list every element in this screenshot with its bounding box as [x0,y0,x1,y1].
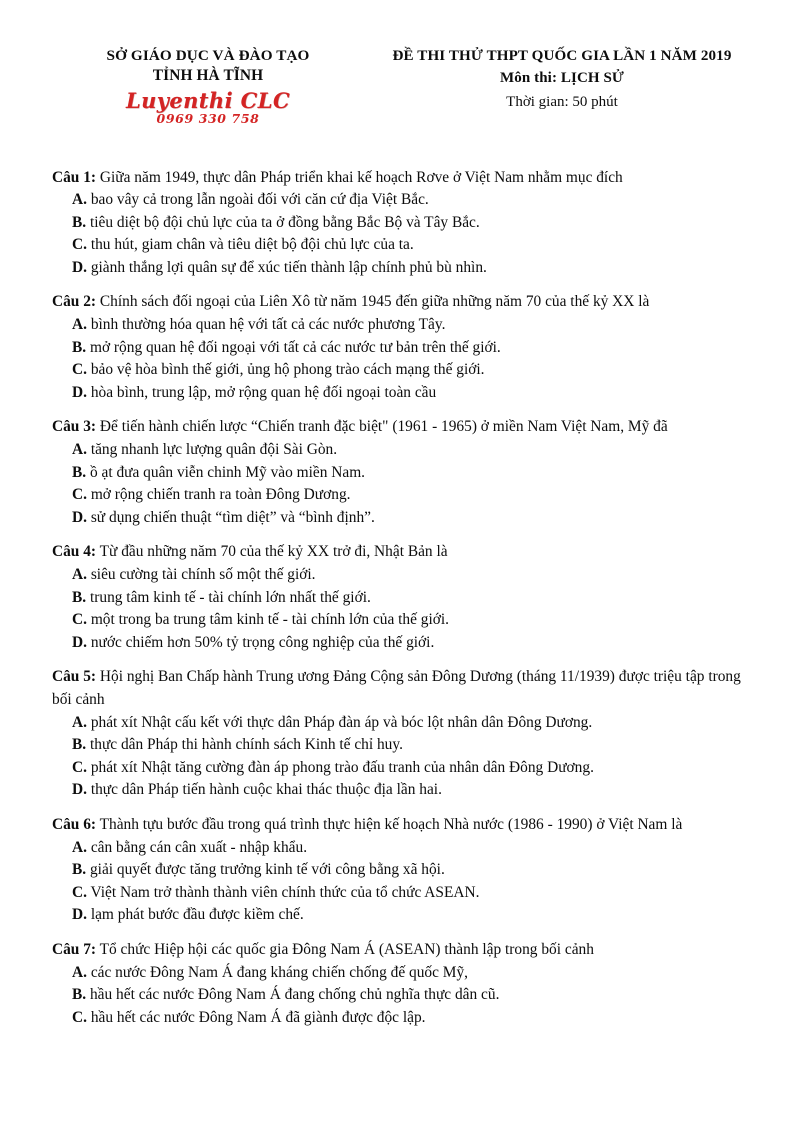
answer-option[interactable] [52,337,756,360]
option-text: trung tâm kinh tế - tài chính lớn nhất thế giới. [86,588,371,606]
question-stem [52,814,756,837]
option-text: tăng nhanh lực lượng quân đội Sài Gòn. [86,441,338,459]
option-key: B. [72,588,87,606]
option-key: A. [72,441,87,459]
option-key: C. [72,1008,87,1026]
option-text: tiêu diệt bộ đội chủ lực của ta ở đồng bằng Bắc Bộ và Tây Bắc. [86,213,480,231]
exam-title: ĐỀ THI THỬ THPT QUỐC GIA LẦN 1 NĂM 2019 [392,48,732,64]
answer-option[interactable] [52,564,756,587]
brand-name: Luyenthi CLC [125,88,291,113]
question-text: Hội nghị Ban Chấp hành Trung ương Đảng Cộng sản Đông Dương (tháng 11/1939) được triệu tập trong bối cảnh [52,668,741,708]
header-right-column [358,46,760,113]
option-text: phát xít Nhật tăng cường đàn áp phong trào đấu tranh của nhân dân Đông Dương. [86,758,594,776]
answer-option[interactable] [52,779,756,802]
option-key: A. [72,191,87,209]
option-key: B. [72,463,87,481]
answer-option[interactable] [52,904,756,927]
question-stem [52,416,756,439]
option-key: C. [72,361,87,379]
option-text: bình thường hóa quan hệ với tất cả các nước phương Tây. [86,316,446,334]
option-key: A. [72,316,87,334]
question-number: Câu 2: [52,293,97,311]
option-key: B. [72,861,87,879]
exam-duration: Thời gian: 50 phút [506,94,618,110]
answer-option[interactable] [52,507,756,530]
answer-options [52,439,756,529]
option-text: thu hút, giam chân và tiêu diệt bộ đội chủ lực của ta. [86,236,414,254]
option-text: siêu cường tài chính số một thế giới. [86,566,316,583]
option-key: B. [72,338,87,356]
question-stem [52,939,756,962]
option-text: sử dụng chiến thuật “tìm diệt” và “bình định”. [86,508,375,526]
answer-options [52,564,756,654]
option-key: A. [72,713,87,731]
question-text: Chính sách đối ngoại của Liên Xô từ năm 1945 đến giữa những năm 70 của thế kỷ XX là [96,293,650,311]
option-key: C. [72,611,87,629]
option-key: C. [72,486,87,504]
answer-option[interactable] [52,212,756,235]
option-key: A. [72,963,87,981]
option-text: giành thắng lợi quân sự để xúc tiến thành lập chính phủ bù nhìn. [86,258,487,276]
answer-option[interactable] [52,484,756,507]
question-number: Câu 7: [52,940,97,958]
answer-option[interactable] [52,1007,756,1030]
option-key: D. [72,258,87,276]
option-text: phát xít Nhật cấu kết với thực dân Pháp đàn áp và bóc lột nhân dân Đông Dương. [86,713,593,731]
answer-option[interactable] [52,984,756,1007]
option-key: B. [72,986,87,1004]
question-number: Câu 5: [52,668,97,686]
question-text: Tổ chức Hiệp hội các quốc gia Đông Nam Á (ASEAN) thành lập trong bối cảnh [96,940,594,958]
option-text: bao vây cả trong lẫn ngoài đối với căn cứ địa Việt Bắc. [86,191,429,209]
option-key: D. [72,781,87,799]
question-block [52,541,756,654]
answer-option[interactable] [52,882,756,905]
option-text: cân bằng cán cân xuất - nhập khẩu. [86,838,308,856]
question-block [52,666,756,802]
option-text: hầu hết các nước Đông Nam Á đang chống chủ nghĩa thực dân cũ. [86,986,500,1004]
option-text: mở rộng chiến tranh ra toàn Đông Dương. [86,486,351,504]
question-number: Câu 1: [52,168,97,186]
answer-option[interactable] [52,859,756,882]
answer-options [52,712,756,802]
question-number: Câu 3: [52,418,97,436]
question-block [52,814,756,927]
option-key: D. [72,383,87,401]
question-stem [52,541,756,564]
answer-option[interactable] [52,962,756,985]
option-text: Việt Nam trở thành thành viên chính thức của tổ chức ASEAN. [86,883,480,901]
option-key: D. [72,633,87,651]
question-stem [52,291,756,314]
option-key: A. [72,838,87,856]
question-block [52,167,756,280]
option-text: thực dân Pháp tiến hành cuộc khai thác thuộc địa lần hai. [86,781,442,799]
option-text: một trong ba trung tâm kinh tế - tài chính lớn của thế giới. [86,611,450,629]
option-key: D. [72,906,87,924]
option-text: hầu hết các nước Đông Nam Á đã giành được độc lập. [86,1008,426,1026]
option-text: giải quyết được tăng trưởng kinh tế với công bằng xã hội. [86,861,445,879]
option-key: B. [72,736,87,754]
answer-options [52,314,756,404]
answer-option[interactable] [52,462,756,485]
answer-option[interactable] [52,734,756,757]
answer-option[interactable] [52,609,756,632]
option-text: bảo vệ hòa bình thế giới, ủng hộ phong trào cách mạng thế giới. [86,361,485,379]
questions-list [0,167,800,1030]
question-text: Để tiến hành chiến lược “Chiến tranh đặc biệt" (1961 - 1965) ở miền Nam Việt Nam, Mỹ đã [96,418,668,436]
department-line-2: TỈNH HÀ TĨNH [152,67,264,84]
option-text: thực dân Pháp thi hành chính sách Kinh tế chỉ huy. [86,736,403,754]
brand-logo [58,90,358,126]
question-number: Câu 6: [52,815,97,833]
answer-option[interactable] [52,189,756,212]
department-line-1: SỞ GIÁO DỤC VÀ ĐÀO TẠO [106,47,310,64]
brand-phone: 0969 330 758 [156,111,260,126]
option-key: C. [72,883,87,901]
option-key: C. [72,758,87,776]
question-text: Giữa năm 1949, thực dân Pháp triển khai kế hoạch Rơve ở Việt Nam nhằm mục đích [96,168,623,186]
option-text: nước chiếm hơn 50% tỷ trọng công nghiệp của thế giới. [86,633,435,651]
answer-option[interactable] [52,632,756,655]
exam-subject: Môn thi: LỊCH SỬ [500,70,624,86]
question-text: Thành tựu bước đầu trong quá trình thực hiện kế hoạch Nhà nước (1986 - 1990) ở Việt Nam là [96,815,683,833]
option-text: hòa bình, trung lập, mở rộng quan hệ đối ngoại toàn cầu [86,383,437,401]
option-key: C. [72,236,87,254]
answer-option[interactable] [52,757,756,780]
option-text: các nước Đông Nam Á đang kháng chiến chống đế quốc Mỹ, [86,963,469,981]
answer-option[interactable] [52,314,756,337]
option-key: A. [72,566,87,583]
option-text: lạm phát bước đầu được kiềm chế. [86,906,304,924]
question-block [52,416,756,529]
answer-option[interactable] [52,257,756,280]
answer-option[interactable] [52,439,756,462]
question-text: Từ đầu những năm 70 của thế kỷ XX trở đi, Nhật Bản là [96,543,448,561]
option-text: ồ ạt đưa quân viễn chinh Mỹ vào miền Nam. [86,463,366,481]
answer-option[interactable] [52,587,756,610]
answer-option[interactable] [52,837,756,860]
question-stem [52,167,756,190]
answer-options [52,189,756,279]
question-number: Câu 4: [52,543,97,561]
question-stem [52,666,756,711]
answer-option[interactable] [52,359,756,382]
answer-options [52,837,756,927]
document-header [0,0,800,126]
answer-option[interactable] [52,234,756,257]
option-key: D. [72,508,87,526]
option-key: B. [72,213,87,231]
answer-option[interactable] [52,382,756,405]
option-text: mở rộng quan hệ đối ngoại với tất cả các nước tư bản trên thế giới. [86,338,501,356]
answer-option[interactable] [52,712,756,735]
answer-options [52,962,756,1030]
question-block [52,291,756,404]
header-left-column [40,46,358,126]
question-block [52,939,756,1029]
